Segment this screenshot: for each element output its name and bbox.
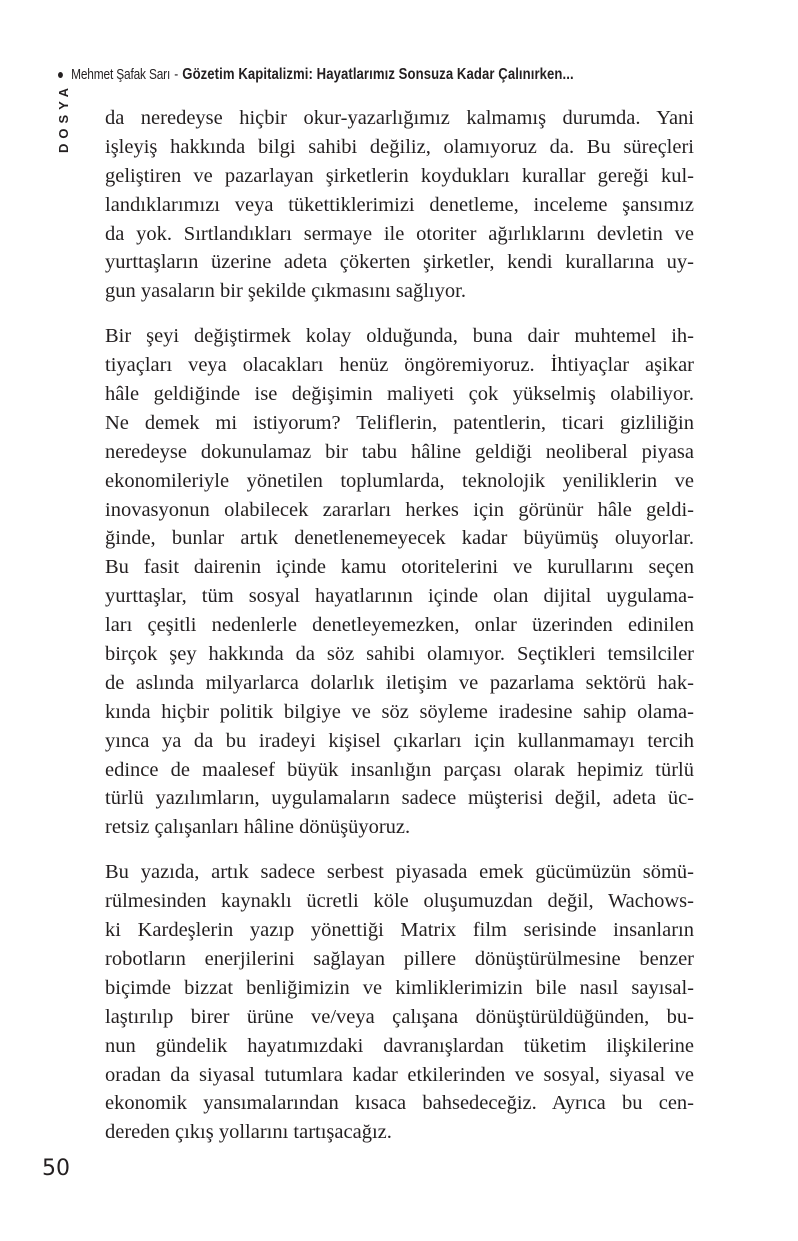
text-line: oradan da siyasal tutumlara kadar etkilerinden ve sosyal, siyasal ve xyxy=(105,1063,694,1086)
text-line: yurttaşların üzerine adeta çökerten şirketler, kendi kurallarına uy- xyxy=(105,251,694,274)
text-line: ğinde, bunlar artık denetlenemeyecek kadar büyümüş oluyorlar. xyxy=(105,527,694,550)
header-author: Mehmet Şafak Sarı xyxy=(71,67,171,83)
text-line: Bu yazıda, artık sadece serbest piyasada emek gücümüzün sömü- xyxy=(105,861,694,884)
text-line: laştırılıp birer ürüne ve/veya çalışana dönüştürüldüğünden, bu- xyxy=(105,1005,694,1028)
text-line: inovasyonun olabilecek zararları herkes için görünür hâle geldi- xyxy=(105,498,694,521)
text-line: Ne demek mi istiyorum? Teliflerin, patentlerin, ticari gizliliğin xyxy=(105,411,694,434)
bullet-icon xyxy=(58,72,63,78)
text-line: ları çeşitli nedenlerle denetleyemezken, onlar üzerinden edinilen xyxy=(105,614,694,637)
text-line: ekonomileriyle yönetilen toplumlarda, teknolojik yeniliklerin ve xyxy=(105,469,694,492)
text-line: neredeyse dokunulamaz bir tabu hâline geldiği neoliberal piyasa xyxy=(105,440,694,463)
text-line: işleyiş hakkında bilgi sahibi değiliz, olamıyoruz da. Bu süreçleri xyxy=(105,135,694,158)
running-header xyxy=(58,64,574,86)
text-line: da yok. Sırtlandıkları sermaye ile otoriter ağırlıklarını devletin ve xyxy=(105,222,694,245)
text-line: rülmesinden kaynaklı ücretli köle oluşumuzdan değil, Wachows- xyxy=(105,890,694,913)
text-line: landıklarımızı veya tükettiklerimizi denetleme, inceleme şansımız xyxy=(105,193,694,216)
text-line: de aslında milyarlarca dolarlık iletişim ve pazarlama sektörü hak- xyxy=(105,671,694,694)
text-line: yınca ya da bu iradeyi kişisel çıkarları için kullanmamayı tercih xyxy=(105,729,694,752)
text-line: da neredeyse hiçbir okur-yazarlığımız kalmamış durumda. Yani xyxy=(105,107,694,129)
text-line: ekonomik yansımalarından kısaca bahsedeceğiz. Ayrıca bu cen- xyxy=(105,1092,694,1115)
header-title: Gözetim Kapitalizmi: Hayatlarımız Sonsuza Kadar Çalınırken... xyxy=(182,66,574,83)
page-number: 50 xyxy=(42,1156,70,1181)
text-line: robotların enerjilerini sağlayan pillere dönüştürülmesine benzer xyxy=(105,947,694,970)
text-line: retsiz çalışanları hâline dönüşüyoruz. xyxy=(105,816,411,839)
section-label: DOSYA xyxy=(56,82,71,153)
text-line: hâle geldiğinde ise değişimin maliyeti çok yükselmiş olabiliyor. xyxy=(105,383,694,406)
text-line: Bir şeyi değiştirmek kolay olduğunda, buna dair muhtemel ih- xyxy=(105,325,694,348)
text-line: dereden çıkış yollarını tartışacağız. xyxy=(105,1121,392,1144)
text-line: yurttaşlar, tüm sosyal hayatlarının içinde olan dijital uygulama- xyxy=(105,585,694,608)
text-line: tiyaçları veya olacakları henüz öngöremiyoruz. İhtiyaçlar aşikar xyxy=(105,354,694,377)
header-separator: - xyxy=(174,67,179,83)
text-line: Bu fasit dairenin içinde kamu otoritelerini ve kurullarını seçen xyxy=(105,556,694,579)
text-line: biçimde bizzat benliğimizin ve kimliklerimizin bile nasıl sayısal- xyxy=(105,976,694,999)
text-line: nun gündelik hayatımızdaki davranışlardan tüketim ilişkilerine xyxy=(105,1034,694,1057)
text-line: kında hiçbir politik bilgiye ve söz söyleme iradesine sahip olama- xyxy=(105,700,694,723)
text-line: gun yasaların bir şekilde çıkmasını sağlıyor. xyxy=(105,280,466,303)
paragraph-3 xyxy=(105,858,694,1147)
text-line: birçok şey hakkında da söz sahibi olamıyor. Seçtikleri temsilciler xyxy=(105,643,694,666)
paragraph-1 xyxy=(105,104,694,306)
text-line: türlü yazılımların, uygulamaların sadece müşterisi değil, adeta üc- xyxy=(105,787,694,810)
text-line: edince de maalesef büyük insanlığın parçası olarak hepimiz türlü xyxy=(105,758,694,781)
article-body xyxy=(105,104,694,1163)
text-line: ki Kardeşlerin yazıp yönettiği Matrix film serisinde insanların xyxy=(105,919,694,942)
paragraph-2 xyxy=(105,322,694,842)
text-line: geliştiren ve pazarlayan şirketlerin koydukları kurallar gereği kul- xyxy=(105,164,694,187)
